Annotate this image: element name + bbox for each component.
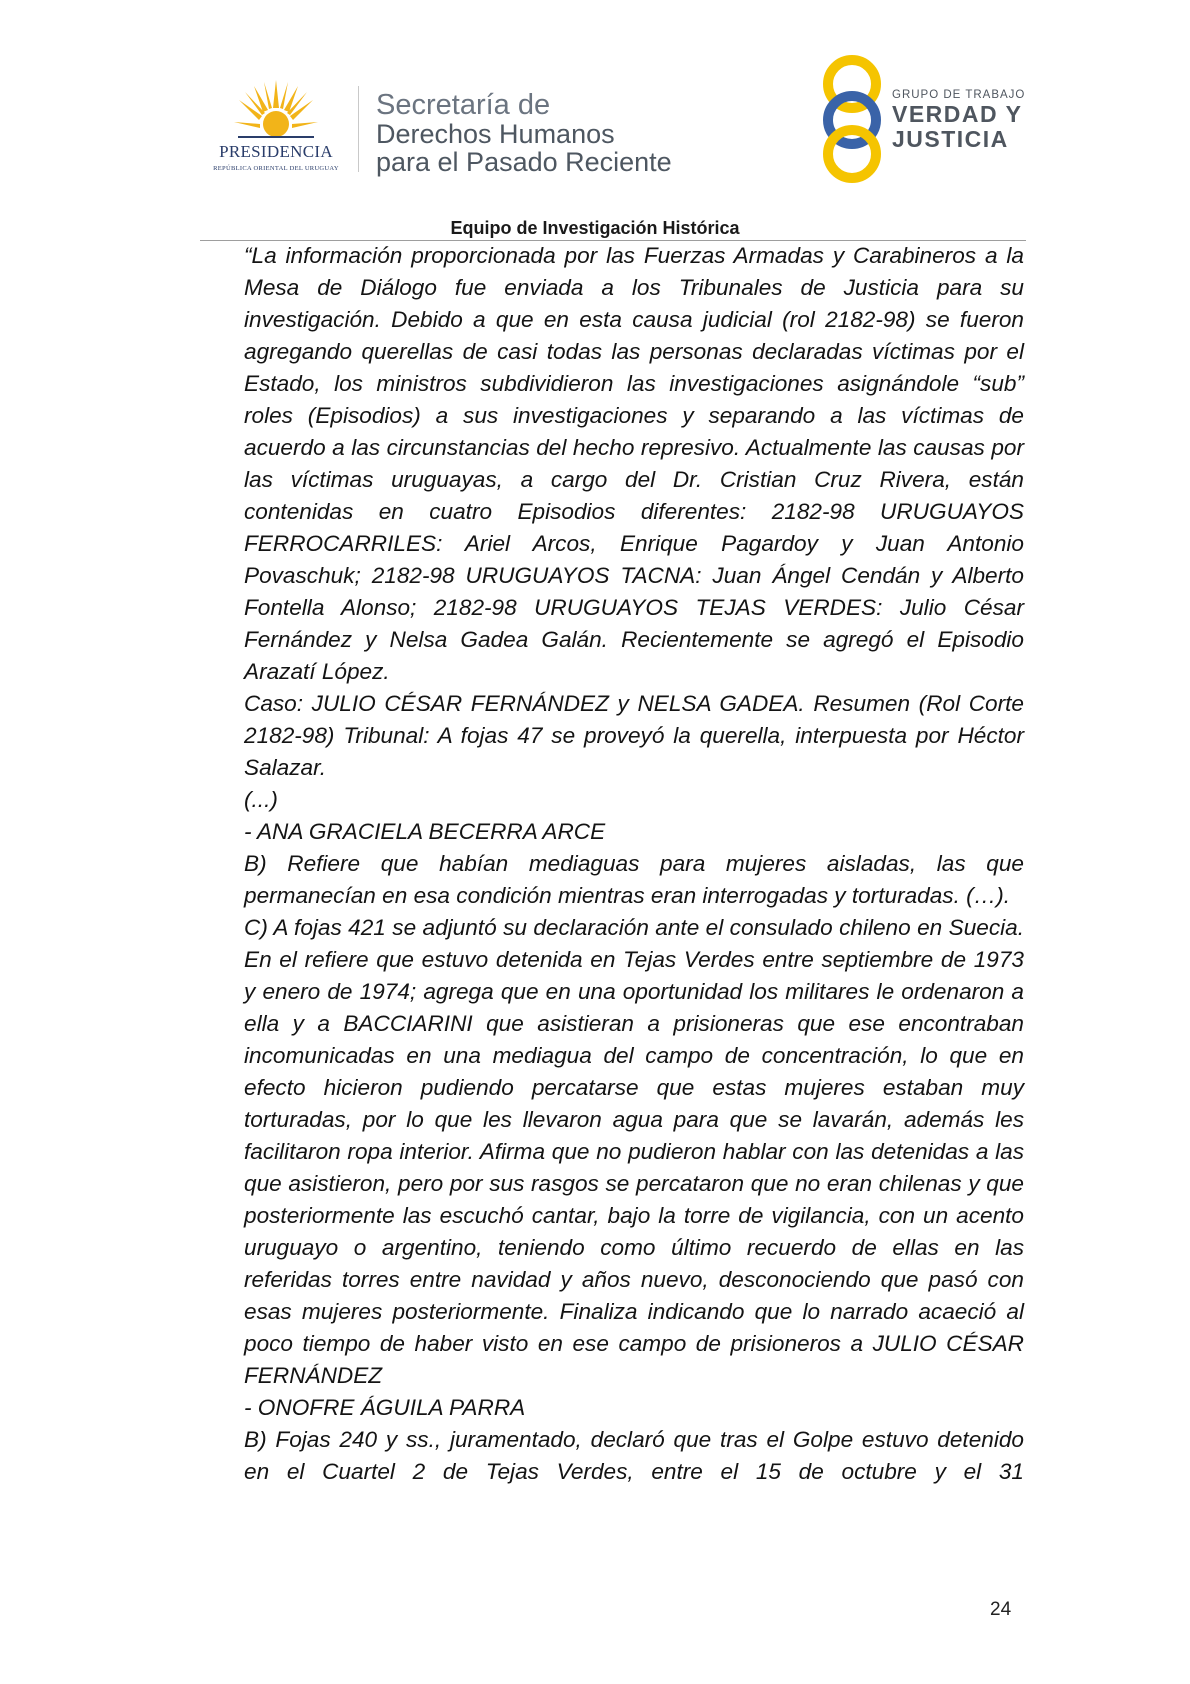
presidencia-wordmark: PRESIDENCIA bbox=[219, 142, 333, 161]
vyj-small-line: GRUPO DE TRABAJO bbox=[892, 89, 1026, 101]
paragraph-b-aguila: B) Fojas 240 y ss., juramentado, declaró que tras el Golpe estuvo detenido en el Cuartel 2 de Tejas Verdes, entre el 15 de octubre y el 31 bbox=[244, 1427, 1024, 1484]
paragraph-c-becerra: C) A fojas 421 se adjuntó su declaración ante el consulado chileno en Suecia. En el refiere que estuvo detenida en Tejas Verdes entre septiembre de 1973 y enero de 1974; agrega que en una oportunidad los militares le ordenaron a ella y a BACCIARINI que asistieran a prisioneras que ese encontraban incomunicadas en una mediagua del campo de concentración, lo que en efecto hicieron pudiendo percatarse que estas mujeres estaban muy torturadas, por lo que les llevaron agua para que se lavarán, además les facilitaron ropa interior. Afirma que no pudieron hablar con las detenidas a las que asistieron, pero por sus rasgos se percataron que no eran chilenas y que posteriormente las escuchó cantar, bajo la torre de vigilancia, con un acento uruguayo o argentino, teniendo como último recuerdo de ellas en las referidas torres entre navidad y años nuevo, desconociendo que pasó con esas mujeres posteriormente. Finaliza indicando que lo narrado acaeció al poco tiempo de haber visto en ese campo de prisioneros a JULIO CÉSAR FERNÁNDEZ bbox=[244, 915, 1024, 1388]
verdad-justicia-text bbox=[892, 88, 1025, 152]
logo-divider bbox=[358, 86, 359, 172]
section-title: Equipo de Investigación Histórica bbox=[450, 218, 740, 238]
ellipsis-line: (...) bbox=[244, 787, 278, 812]
case-paragraph: Caso: JULIO CÉSAR FERNÁNDEZ y NELSA GADEA. Resumen (Rol Corte 2182-98) Tribunal: A fojas 47 se proveyó la querella, interpuesta por Héctor Salazar. bbox=[244, 691, 1024, 780]
paragraph-b-becerra: B) Refiere que habían mediaguas para mujeres aisladas, las que permanecían en esa condición mientras eran interrogadas y torturadas. (…). bbox=[244, 851, 1024, 908]
body-text bbox=[244, 240, 1024, 1488]
secretaria-line-1: Secretaría de bbox=[376, 89, 551, 121]
quote-paragraph: “La información proporcionada por las Fuerzas Armadas y Carabineros a la Mesa de Diálogo fue enviada a los Tribunales de Justicia para su investigación. Debido a que en esta causa judicial (rol 2182-98) se fueron agregando querellas de casi todas las personas declaradas víctimas por el Estado, los ministros subdividieron las investigaciones asignándole “sub” roles (Episodios) a sus investigaciones y separando a las víctimas de acuerdo a las circunstancias del hecho represivo. Actualmente las causas por las víctimas uruguayas, a cargo del Dr. Cristian Cruz Rivera, están contenidas en cuatro Episodios diferentes: 2182-98 URUGUAYOS FERROCARRILES: Ariel Arcos, Enrique Pagardoy y Juan Antonio Povaschuk; 2182-98 URUGUAYOS TACNA: Juan Ángel Cendán y Alberto Fontella Alonso; 2182-98 URUGUAYOS TEJAS VERDES: Julio César Fernández y Nelsa Gadea Galán. Recientemente se agregó el Episodio Arazatí López. bbox=[244, 243, 1024, 684]
witness-heading-becerra: - ANA GRACIELA BECERRA ARCE bbox=[244, 819, 606, 844]
page-number: 24 bbox=[990, 1599, 1012, 1620]
secretaria-line-3: para el Pasado Reciente bbox=[376, 147, 672, 177]
vyj-line-2: JUSTICIA bbox=[892, 126, 1009, 152]
secretaria-line-2: Derechos Humanos bbox=[376, 119, 615, 149]
witness-heading-aguila: - ONOFRE ÁGUILA PARRA bbox=[244, 1395, 526, 1420]
presidencia-logo bbox=[196, 78, 356, 178]
verdad-justicia-logo bbox=[818, 54, 1028, 184]
page-header bbox=[0, 0, 1190, 210]
presidencia-subtitle: REPÚBLICA ORIENTAL DEL URUGUAY bbox=[213, 165, 339, 172]
sun-icon bbox=[234, 78, 318, 142]
vyj-line-1: VERDAD Y bbox=[892, 101, 1023, 127]
interlocking-rings-icon bbox=[818, 54, 892, 184]
secretaria-logo-text bbox=[376, 90, 672, 176]
